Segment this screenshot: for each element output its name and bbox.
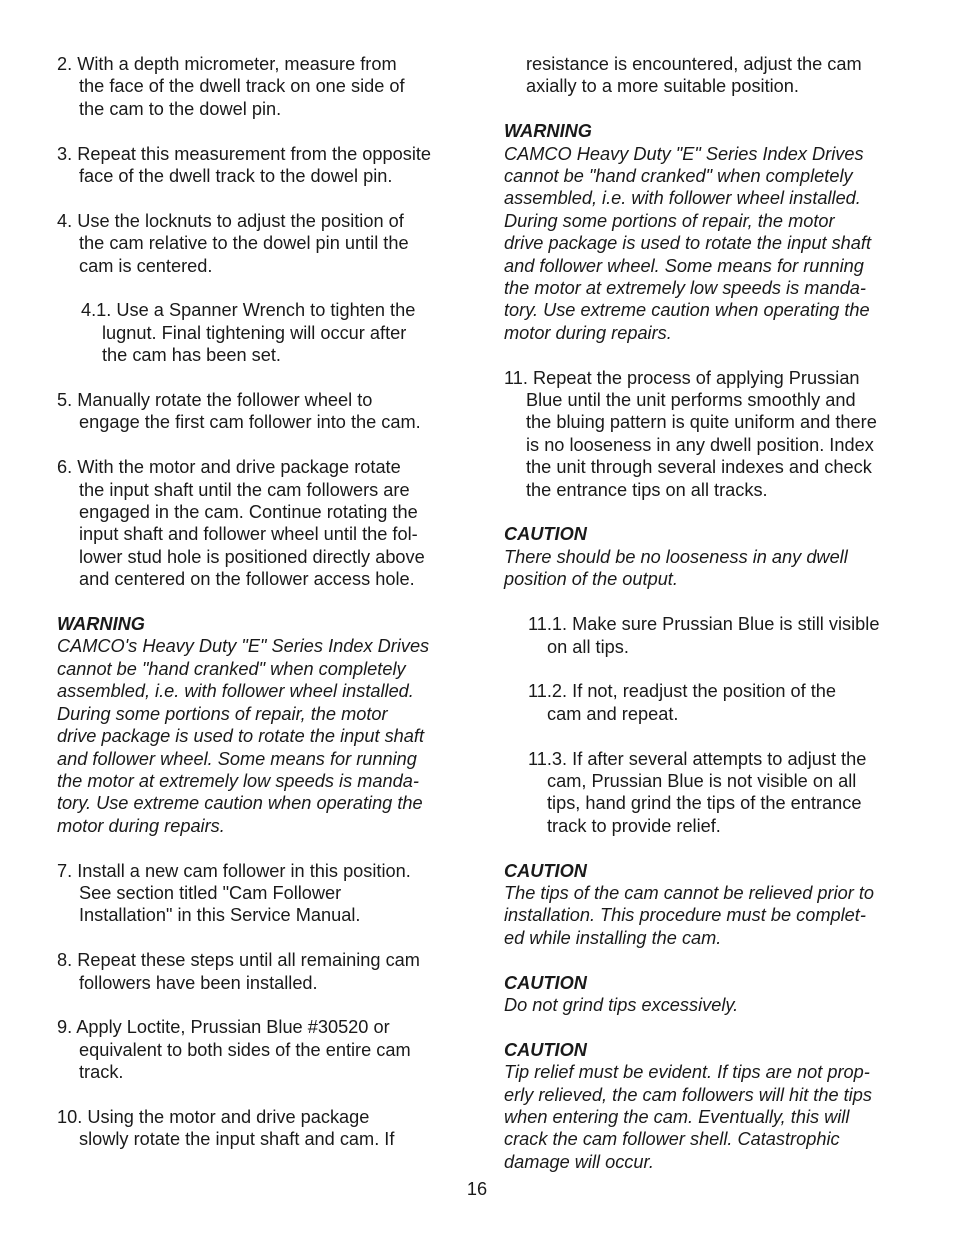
caution-heading: CAUTION (504, 860, 587, 881)
step-11-2: 11.2. If not, readjust the position of the cam and repeat. (528, 681, 837, 724)
step-11-3: 11.3. If after several attempts to adjust the cam, Prussian Blue is not visible on all tips, hand grind the tips of the entrance track to provide relief. (528, 748, 867, 836)
caution-heading: CAUTION (504, 972, 587, 993)
caution-text: Tip relief must be evident. If tips are not prop- erly relieved, the cam followers will hit the tips when entering the cam. Eventually, this will crack the cam follower shell. Catastrophic damage will occur. (504, 1062, 872, 1172)
caution-heading: CAUTION (504, 524, 587, 545)
caution-text: Do not grind tips excessively. (504, 994, 739, 1015)
step-9: 9. Apply Loctite, Prussian Blue #30520 or equivalent to both sides of the entire cam track. (57, 1017, 411, 1083)
step-3: 3. Repeat this measurement from the opposite face of the dwell track to the dowel pin. (57, 143, 432, 187)
step-8: 8. Repeat these steps until all remaining cam followers have been installed. (57, 950, 420, 993)
step-7: 7. Install a new cam follower in this position. See section titled "Cam Follower Installation" in this Service Manual. (57, 860, 411, 926)
warning-text: CAMCO Heavy Duty "E" Series Index Drives cannot be "hand cranked" when completely assembled, i.e. with follower wheel installed. During some portions of repair, the motor drive package is used to rotate the input shaft and follower wheel. Some means for running the motor at extremely low speeds is manda- tory. Use extreme caution when operating the motor during repairs. (504, 143, 872, 343)
left-column (57, 53, 457, 1151)
caution-heading: CAUTION (504, 1039, 587, 1060)
step-10-continued: resistance is encountered, adjust the cam axially to a more suitable position. (526, 54, 862, 97)
step-11: 11. Repeat the process of applying Prussian Blue until the unit performs smoothly and the bluing pattern is quite uniform and there is no looseness in any dwell position. Index the unit through several indexes and check the entrance tips on all tracks. (504, 367, 877, 500)
step-10: 10. Using the motor and drive package slowly rotate the input shaft and cam. If (57, 1106, 395, 1150)
caution-block (504, 523, 904, 590)
warning-heading: WARNING (57, 614, 145, 635)
warning-block (57, 613, 457, 837)
warning-heading: WARNING (504, 121, 592, 142)
warning-text: CAMCO's Heavy Duty "E" Series Index Drives cannot be "hand cranked" when completely assembled, i.e. with follower wheel installed. During some portions of repair, the motor drive package is used to rotate the input shaft and follower wheel. Some means for running the motor at extremely low speeds is manda- tory. Use extreme caution when operating the motor during repairs. (57, 636, 430, 836)
warning-block (504, 120, 904, 344)
page-number: 16 (466, 1179, 488, 1199)
caution-block (504, 1039, 904, 1173)
step-4-1: 4.1. Use a Spanner Wrench to tighten the lugnut. Final tightening will occur after the cam has been set. (81, 300, 416, 366)
step-11-1: 11.1. Make sure Prussian Blue is still visible on all tips. (528, 614, 880, 657)
step-6: 6. With the motor and drive package rotate the input shaft until the cam followers are engaged in the cam. Continue rotating the input shaft and follower wheel until the fol- lower stud hole is positioned directly above and centered on the follower access hole. (57, 457, 425, 590)
caution-block (504, 972, 904, 1017)
step-2: 2. With a depth micrometer, measure from the face of the dwell track on one side of the cam to the dowel pin. (57, 54, 405, 119)
right-column (504, 53, 904, 1173)
step-4: 4. Use the locknuts to adjust the position of the cam relative to the dowel pin until the cam is centered. (57, 210, 409, 276)
caution-text: The tips of the cam cannot be relieved prior to installation. This procedure must be complet- ed while installing the cam. (504, 882, 875, 948)
caution-text: There should be no looseness in any dwell position of the output. (504, 546, 848, 590)
step-5: 5. Manually rotate the follower wheel to engage the first cam follower into the cam. (57, 390, 421, 433)
caution-block (504, 860, 904, 950)
